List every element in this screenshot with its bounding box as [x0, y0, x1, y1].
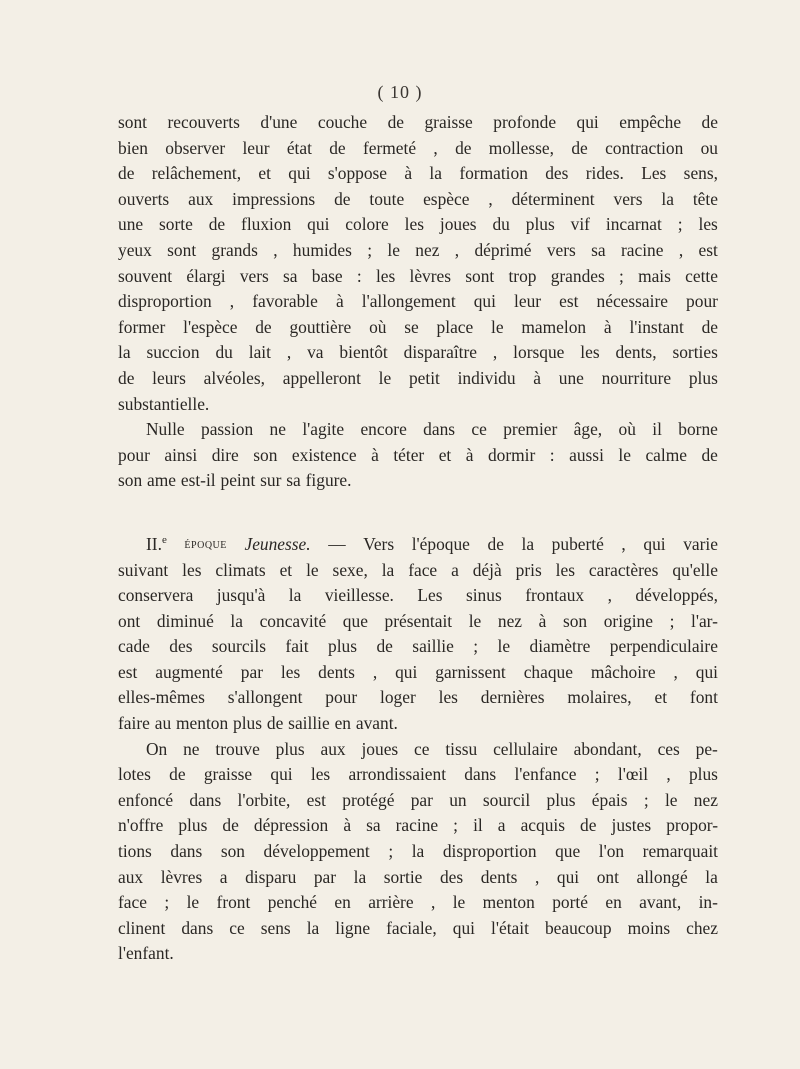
text-line: l'enfant.	[118, 943, 174, 964]
text-line: ont diminué la concavité que présentait le nez à son origine ; l'ar-	[118, 610, 718, 631]
text-line: clinent dans ce sens la ligne faciale, qui l'était beaucoup moins chez	[118, 917, 718, 938]
text-line: conservera jusqu'à la vieillesse. Les sinus frontaux , développés,	[118, 585, 718, 606]
text-line: une sorte de fluxion qui colore les joues du plus vif incarnat ; les	[118, 214, 718, 235]
text-line: de leurs alvéoles, appelleront le petit individu à une nourriture plus	[118, 367, 718, 388]
section-numeral: II.$^e$	[146, 533, 167, 554]
section-numeral-sup: e	[161, 534, 167, 547]
text-line: n'offre plus de dépression à sa racine ; il a acquis de justes propor-	[118, 815, 718, 836]
text-line: ouverts aux impressions de toute espèce , déterminent vers la tête	[118, 188, 718, 209]
text-line: faire au menton plus de saillie en avant.	[118, 713, 398, 734]
text-line: sont recouverts d'une couche de graisse profonde qui empêche de	[118, 112, 718, 132]
text-line: disproportion , favorable à l'allongement qui leur est nécessaire pour	[118, 291, 718, 312]
text-line: suivant les climats et le sexe, la face a déjà pris les caractères qu'elle	[118, 559, 718, 580]
section-gap	[118, 494, 718, 532]
text-line: de relâchement, et qui s'oppose à la formation des rides. Les sens,	[118, 163, 718, 184]
text-line: face ; le front penché en arrière , le menton porté en avant, in-	[118, 892, 718, 913]
body-text	[118, 110, 718, 967]
page-number: ( 10 )	[377, 82, 423, 102]
section-heading-line: II.$^e$ époque Jeunesse. — Vers l'époque de la puberté , qui varie	[118, 532, 718, 558]
text-line: substantielle.	[118, 393, 210, 414]
text-line: la succion du lait , va bientôt disparaître , lorsque les dents, sorties	[118, 342, 718, 363]
text-line: pour ainsi dire son existence à téter et à dormir : aussi le calme de	[118, 444, 718, 465]
text-line: souvent élargi vers sa base : les lèvres sont trop grandes ; mais cette	[118, 265, 718, 286]
text-line: cade des sourcils fait plus de saillie ; le diamètre perpendiculaire	[118, 636, 718, 657]
text-line: elles-mêmes s'allongent pour loger les dernières molaires, et font	[118, 687, 718, 708]
text-line: Nulle passion ne l'agite encore dans ce premier âge, où il borne	[146, 419, 718, 440]
text-line: bien observer leur état de fermeté , de mollesse, de contraction ou	[118, 137, 718, 158]
text-line: yeux sont grands , humides ; le nez , déprimé vers sa racine , est	[118, 239, 718, 260]
text-line: son ame est-il peint sur sa figure.	[118, 470, 352, 491]
text-line: lotes de graisse qui les arrondissaient dans l'enfance ; l'œil , plus	[118, 764, 718, 785]
section-label: époque	[184, 536, 227, 552]
text-line: On ne trouve plus aux joues ce tissu cellulaire abondant, ces pe-	[146, 738, 718, 759]
text-line: tions dans son développement ; la disproportion que l'on remarquait	[118, 841, 718, 862]
text-line: former l'espèce de gouttière où se place le mamelon à l'instant de	[118, 316, 718, 337]
section-title: Jeunesse.	[244, 533, 311, 554]
text-line: enfoncé dans l'orbite, est protégé par un sourcil plus épais ; le nez	[118, 789, 718, 810]
text-line: aux lèvres a disparu par la sortie des dents , qui ont allongé la	[118, 866, 718, 887]
text-line: est augmenté par les dents , qui garnissent chaque mâchoire , qui	[118, 661, 718, 682]
